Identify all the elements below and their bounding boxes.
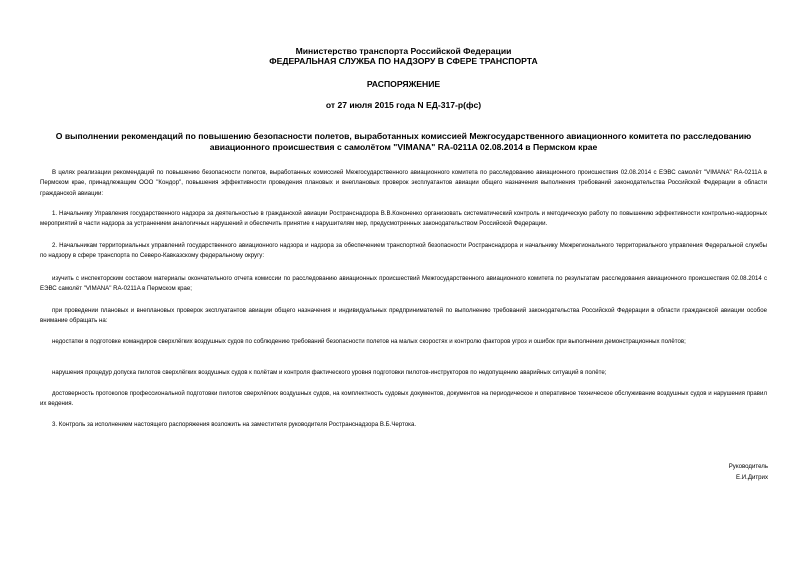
ministry-name: Министерство транспорта Российской Федерации <box>295 46 512 56</box>
service-name: ФЕДЕРАЛЬНАЯ СЛУЖБА ПО НАДЗОРУ В СФЕРЕ ТРАНСПОРТА <box>269 56 538 66</box>
document-title <box>40 131 767 153</box>
intro-paragraph: В целях реализации рекомендаций по повышению безопасности полетов, выработанных комиссией Межгосударственного авиационного комитета по расследованию авиационного происшествия 02.08.2014 с ЕЭВС самолёт "VIMANA" RA-0211A в Пермском крае, принадлежащим ООО "Кондор", повышения эффективности проведения плановых и внеплановых проверок эксплуатантов авиации общего назначения выполнения требований законодательства Российской Федерации в области гражданской авиации: <box>40 169 767 197</box>
signature-position: Руководитель <box>728 463 768 470</box>
signature-name: Е.И.Дитрих <box>736 474 768 481</box>
document-title-line-1: О выполнении рекомендаций по повышению безопасности полетов, выработанных комиссией Межгосударственного авиационного комитета по расследованию <box>55 131 752 141</box>
item-2b2-paragraph: нарушения процедур допуска пилотов сверхлёгких воздушных судов к полётам и контроля фактического уровня подготовки пилотов-инструкторов по недопущению аварийных ситуаций в полёте; <box>52 369 607 376</box>
item-2b1-paragraph: недостатки в подготовке командиров сверхлёгких воздушных судов по соблюдению требований безопасности полетов на малых скоростях и контролю факторов угроз и ошибок при выполнении демонстрационных полётов; <box>52 338 686 345</box>
item-1-paragraph: 1. Начальнику Управления государственного надзора за деятельностью в гражданской авиации Ространснадзора В.В.Кононенко организовать систематический контроль и методическую работу по повышению эффективности контрольно-надзорных мероприятий в части надзора за устранением аналогичных нарушений и обеспечить принятие к нарушителям мер, предусмотренных законодательством Российской Федерации. <box>40 210 767 228</box>
item-3-paragraph: 3. Контроль за исполнением настоящего распоряжения возложить на заместителя руководителя Ространснадзора В.Б.Чертока. <box>52 421 417 428</box>
document-date-number: от 27 июля 2015 года N ЕД-317-р(фс) <box>325 100 482 110</box>
item-2a-paragraph: изучить с инспекторским составом материалы окончательного отчета комиссии по расследованию авиационных происшествий Межгосударственного авиационного комитета по результатам расследования авиационного происшествия 02.08.2014 с ЕЭВС самолёт "VIMANA" RA-0211A в Пермском крае; <box>40 275 767 293</box>
document-type: РАСПОРЯЖЕНИЕ <box>366 79 441 89</box>
item-2-paragraph: 2. Начальникам территориальных управлений государственного авиационного надзора и надзора за обеспечением транспортной безопасности Ространснадзора и начальнику Межрегионального территориального управления Федеральной службы по надзору в сфере транспорта по Северо-Кавказскому федеральному округу: <box>40 242 767 260</box>
item-2b3-paragraph: достоверность протоколов профессиональной подготовки пилотов сверхлёгких воздушных судов, на комплектность судовых документов, документов на периодическое и оперативное техническое обслуживание воздушных судов и нарушения правил их ведения. <box>40 390 767 408</box>
item-2b-paragraph: при проведении плановых и внеплановых проверок эксплуатантов авиации общего назначения и индивидуальных предпринимателей по выполнению требований законодательства Российской Федерации в области гражданской авиации особое внимание обращать на: <box>40 307 767 325</box>
document-title-line-2: авиационного происшествия с самолётом "VIMANA" RA-0211A 02.08.2014 в Пермском крае <box>209 142 598 152</box>
